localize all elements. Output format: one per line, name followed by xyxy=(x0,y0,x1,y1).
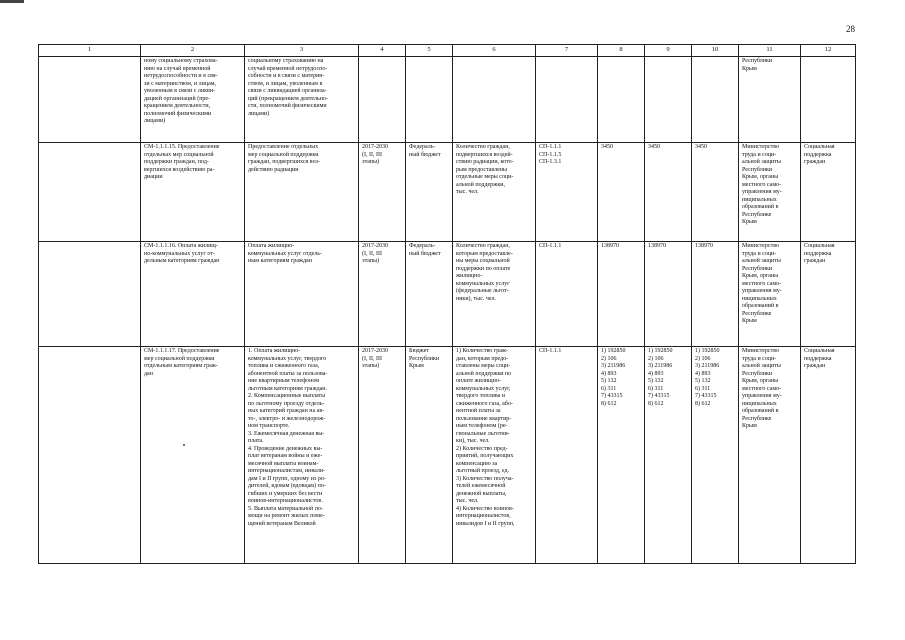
direction-cell xyxy=(801,57,856,143)
measure-name-cell: ному социальному страхова- нию на случай временной нетрудоспособности и в свя- зи с материнством, и лицам, уволенным в связи с ликви- дацией организаций (пре- кращением деятельности, полномочий физическими лицами) xyxy=(141,57,245,143)
measure-content-cell: 1. Оплата жилищно- коммунальных услуг, твердого топлива и сжиженного газа, абонентной платы за пользова- ние квартирным телефоном льготным категориям граждан. 2. Компенсационные выплаты по льготному проезду отдель- ных категорий граждан на ав- то-, электро- и железнодорож- ном транспорте. 3. Ежемесячная денежная вы- плата. 4. Проведение денежных вы- плат ветеранам войны и еже- месячной выплаты воинам- интернационалистам, инвали- дам I и II групп, одному из ро- дителей, вдовам (вдовцам) по- гибших и умерших без вести воинов-интернационалистов. 5. Выплата материальной по- мощи на ремонт жилых поме- щений ветеранам Великой xyxy=(245,347,359,564)
header-cell: 4 xyxy=(359,45,406,57)
col1-cell xyxy=(39,57,141,143)
direction-cell: Социальная поддержка граждан xyxy=(801,143,856,242)
measure-name-cell: СМ-1.1.1.16. Оплата жилищ- но-коммунальных услуг от- дельным категориям граждан xyxy=(141,242,245,347)
period-cell: 2017-2030 (I, II, III этапы) xyxy=(359,347,406,564)
source-cell: Бюджет Республики Крым xyxy=(406,347,453,564)
value-cell: 1) 192850 2) 106 3) 211986 4) 893 5) 132 6) 311 7) 43315 8) 612 xyxy=(645,347,692,564)
col1-cell xyxy=(39,242,141,347)
value-cell xyxy=(598,57,645,143)
value-cell: 3450 xyxy=(598,143,645,242)
header-cell: 8 xyxy=(598,45,645,57)
code-cell xyxy=(536,57,598,143)
measure-name-cell: СМ-1.1.1.15. Предоставление отдельных мер социальной поддержки граждан, под- вергшихся воздействию ра- диации xyxy=(141,143,245,242)
indicator-cell: Количество граждан, подвергшихся воздей- ствию радиации, кото- рым предоставлены отдельные меры соци- альной поддержки, тыс. чел. xyxy=(453,143,536,242)
value-cell: 138970 xyxy=(645,242,692,347)
header-cell: 9 xyxy=(645,45,692,57)
value-cell: 1) 192850 2) 106 3) 211986 4) 893 5) 132 6) 311 7) 43315 8) 612 xyxy=(692,347,739,564)
value-cell: 138970 xyxy=(692,242,739,347)
executor-cell: Министерство труда и соци- альной защиты Республики Крым, органы местного само- управления му- ниципальных образований в Республике Крым xyxy=(739,143,801,242)
program-table xyxy=(38,44,856,564)
page-number: 28 xyxy=(846,24,855,34)
period-cell: 2017-2030 (I, II, III этапы) xyxy=(359,143,406,242)
period-cell: 2017-2030 (I, II, III этапы) xyxy=(359,242,406,347)
header-cell: 3 xyxy=(245,45,359,57)
header-cell: 7 xyxy=(536,45,598,57)
measure-content-cell: социальному страхованию на случай временной нетрудоспо- собности и в связи с материн- ством, и лицам, уволенным в связи с ликвидацией организа- ций (прекращением деятельно- сти, полномочий физическими лицами) xyxy=(245,57,359,143)
measure-content-cell: Оплата жилищно- коммунальных услуг отдель- ным категориям граждан xyxy=(245,242,359,347)
value-cell xyxy=(692,57,739,143)
header-cell: 1 xyxy=(39,45,141,57)
executor-cell: Министерство труда и соци- альной защиты Республики Крым, органы местного само- управления му- ниципальных образований в Республике Крым xyxy=(739,347,801,564)
direction-cell: Социальная поддержка граждан xyxy=(801,242,856,347)
measure-name-cell: СМ-1.1.1.17. Предоставление мер социальной поддержки отдельным категориям граж- дан xyxy=(141,347,245,564)
direction-cell: Социальная поддержка граждан xyxy=(801,347,856,564)
header-cell: 5 xyxy=(406,45,453,57)
value-cell: 3450 xyxy=(645,143,692,242)
value-cell: 138970 xyxy=(598,242,645,347)
scan-dot xyxy=(183,444,185,446)
header-cell: 10 xyxy=(692,45,739,57)
source-cell xyxy=(406,57,453,143)
indicator-cell: 1) Количество граж- дан, которым предо- ставлены меры соци- альной поддержки по оплате жилищно- коммунальных услуг, твердого топлива и сжиженного газа, або- нентной платы за пользование квартир- ным телефоном (ре- гиональные льготни- ки), тыс. чел. 2) Количество пред- приятий, получающих компенсацию за льготный проезд, ед. 3) Количество получа- телей ежемесячной денежной выплаты, тыс. чел. 4) Количество воинов- интернационалистов, инвалидов I и II групп, xyxy=(453,347,536,564)
indicator-cell xyxy=(453,57,536,143)
table-row xyxy=(39,242,856,347)
header-cell: 6 xyxy=(453,45,536,57)
scan-mark xyxy=(0,0,24,3)
table-row xyxy=(39,143,856,242)
value-cell xyxy=(645,57,692,143)
executor-cell: Республики Крым xyxy=(739,57,801,143)
value-cell: 3450 xyxy=(692,143,739,242)
col1-cell xyxy=(39,143,141,242)
code-cell: СП-1.1.1 СП-1.1.5 СП-1.3.1 xyxy=(536,143,598,242)
code-cell: СП-1.1.1 xyxy=(536,347,598,564)
source-cell: Федераль- ный бюджет xyxy=(406,242,453,347)
header-cell: 12 xyxy=(801,45,856,57)
table-row xyxy=(39,347,856,564)
measure-content-cell: Предоставление отдельных мер социальной поддержки граждан, подвергшихся воз- действию радиации xyxy=(245,143,359,242)
indicator-cell: Количество граждан, которым предоставле- ны меры социальной поддержки по оплате жилищно- коммунальных услуг (федеральные льгот- ники), тыс. чел. xyxy=(453,242,536,347)
table-header-row xyxy=(39,45,856,57)
col1-cell xyxy=(39,347,141,564)
source-cell: Федераль- ный бюджет xyxy=(406,143,453,242)
header-cell: 11 xyxy=(739,45,801,57)
code-cell: СП-1.1.1 xyxy=(536,242,598,347)
header-cell: 2 xyxy=(141,45,245,57)
table-row xyxy=(39,57,856,143)
value-cell: 1) 192850 2) 106 3) 211986 4) 893 5) 132 6) 311 7) 43315 8) 612 xyxy=(598,347,645,564)
period-cell xyxy=(359,57,406,143)
executor-cell: Министерство труда и соци- альной защиты Республики Крым, органы местного само- управления му- ниципальных образований в Республике Крым xyxy=(739,242,801,347)
